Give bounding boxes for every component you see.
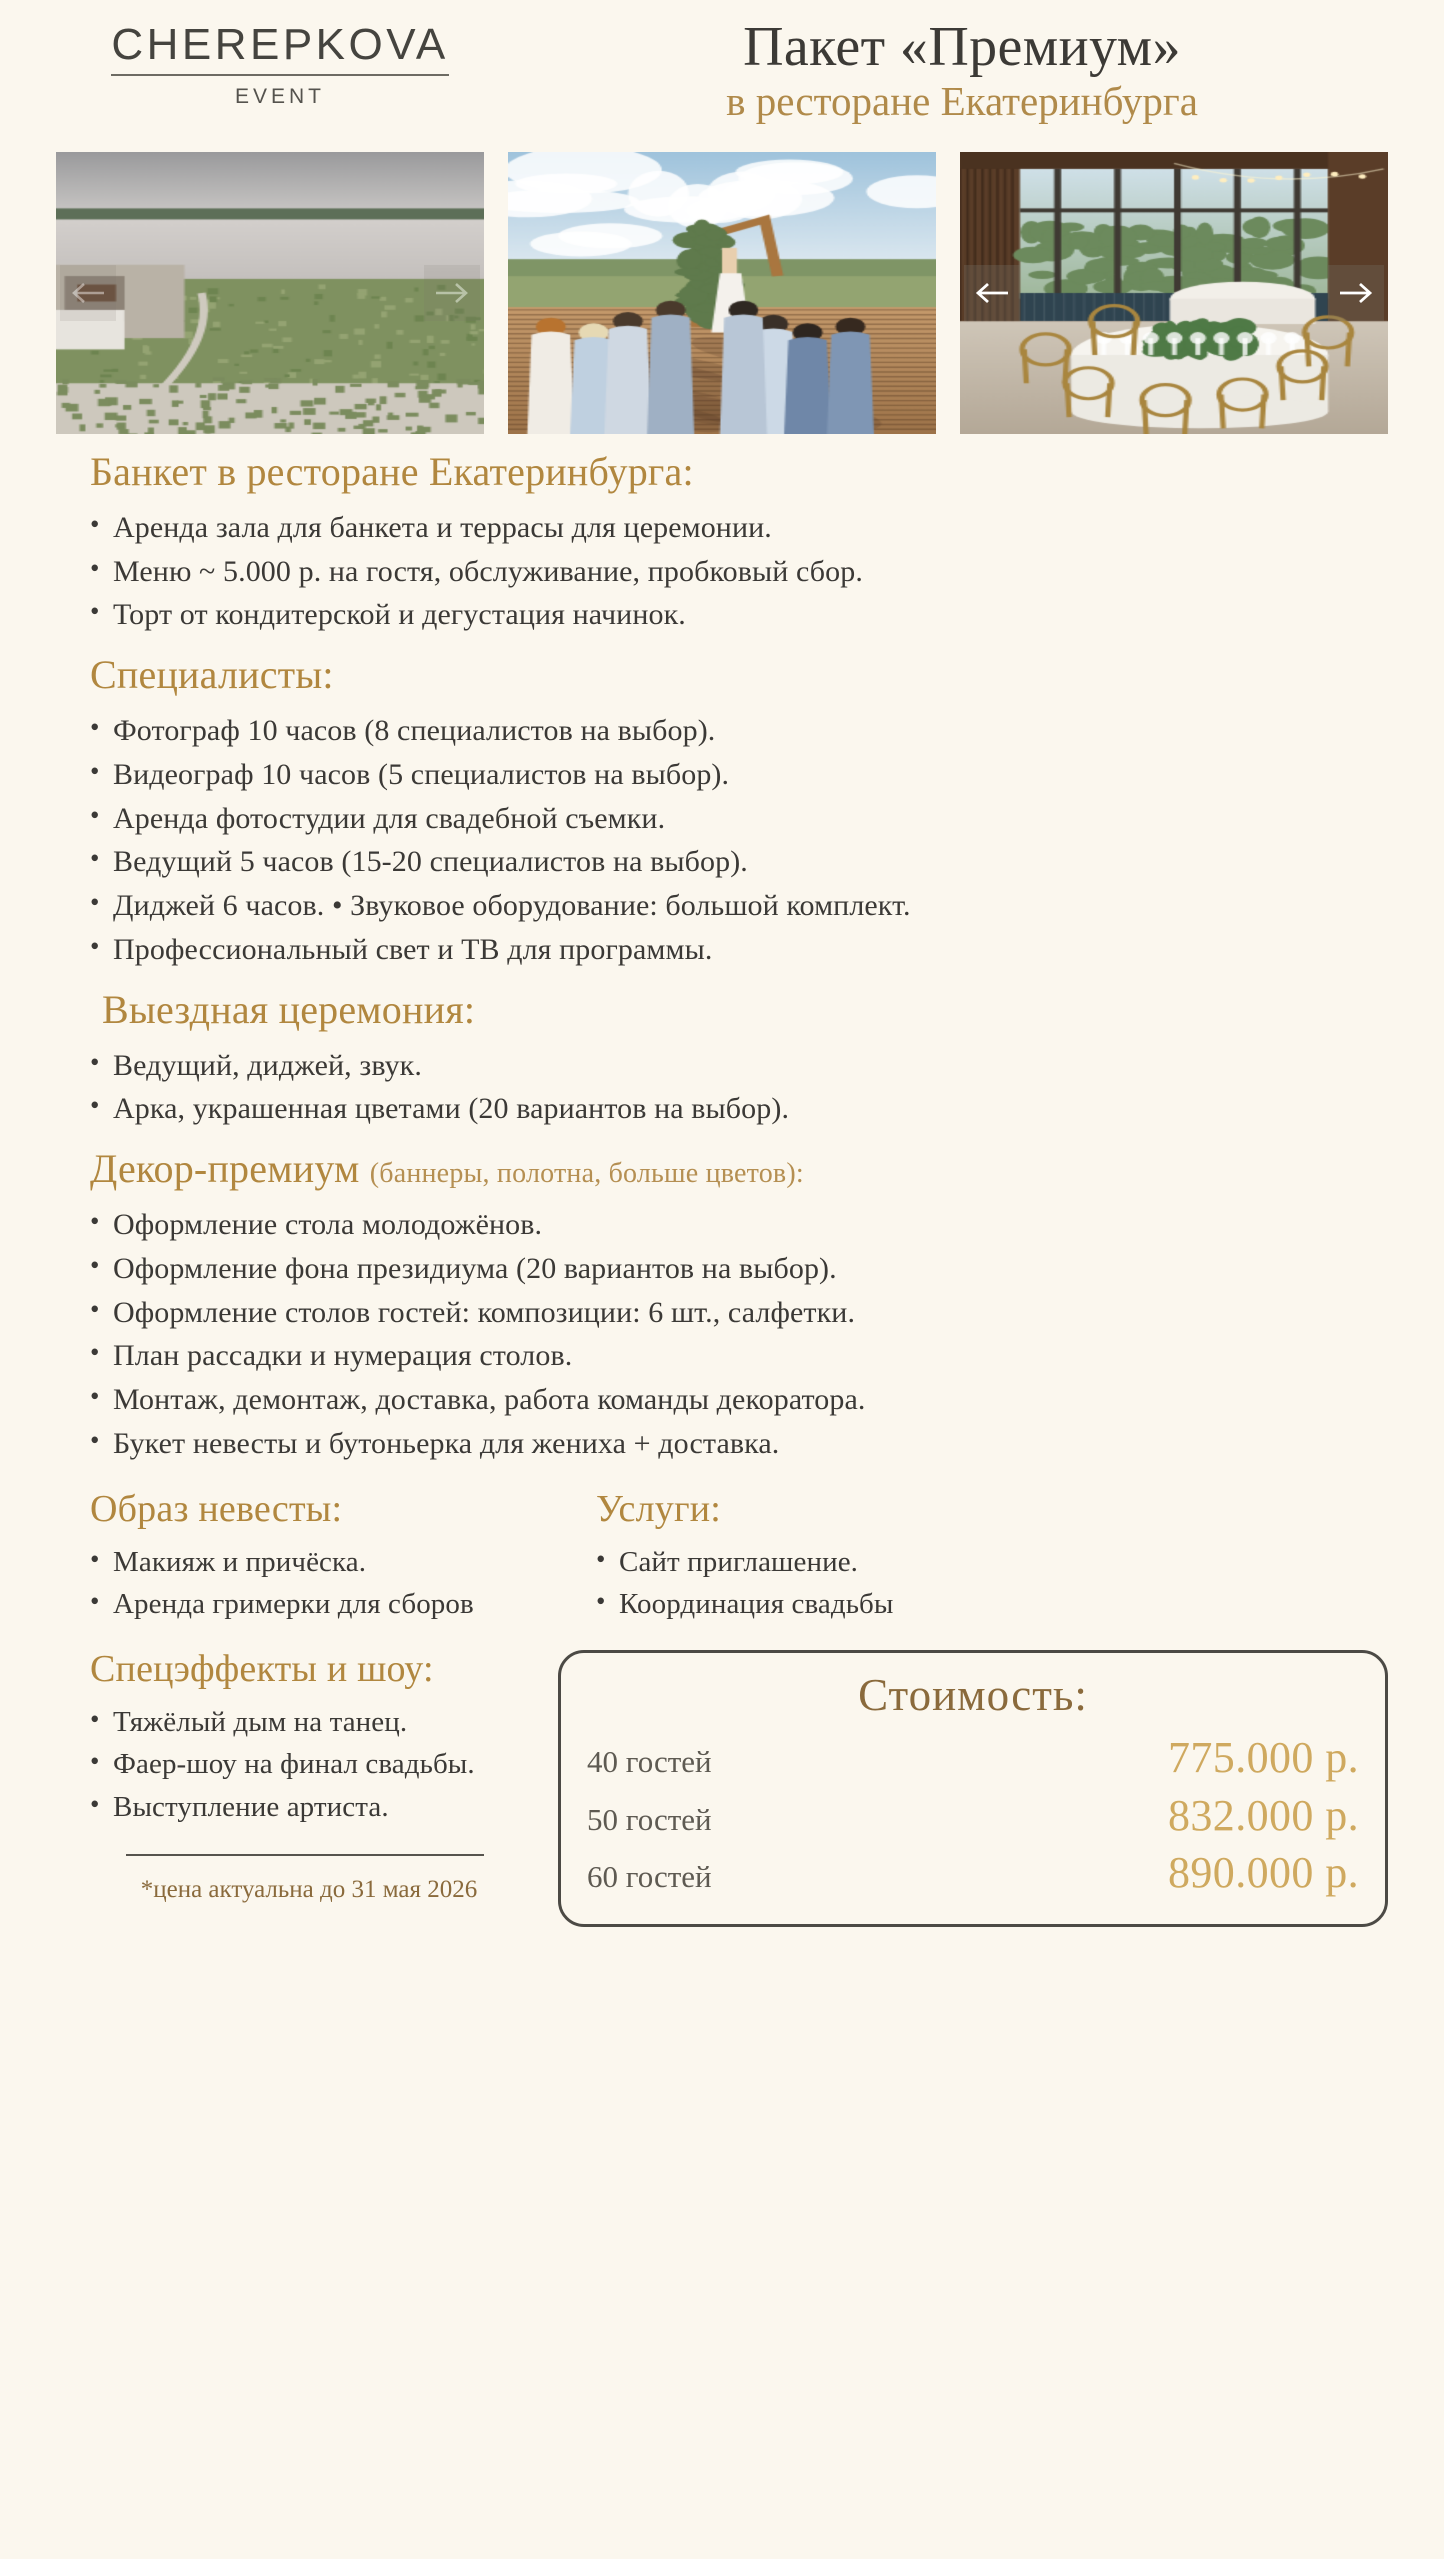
gallery-next-arrow-3[interactable]: [1328, 265, 1384, 321]
section-list-decor: [56, 1203, 1388, 1466]
section-heading-services: Услуги:: [596, 1487, 722, 1530]
section-list-ceremony: [56, 1044, 1388, 1132]
gallery-prev-arrow-3[interactable]: [964, 265, 1020, 321]
list-item: • Ведущий, диджей, звук.: [90, 1044, 1388, 1088]
gallery-image-1[interactable]: [56, 152, 484, 434]
list-item: • Монтаж, демонтаж, доставка, работа команды декоратора.: [90, 1378, 1388, 1422]
list-item: • Торт от кондитерской и дегустация начинок.: [90, 593, 1388, 637]
list-item: • Видеограф 10 часов (5 специалистов на выбор).: [90, 753, 1388, 797]
gallery-image-3[interactable]: [960, 152, 1388, 434]
price-amount: 832.000 р.: [1168, 1790, 1359, 1840]
section-heading-special-effects: Спецэффекты и шоу:: [90, 1647, 434, 1690]
brand-subtitle: EVENT: [234, 85, 325, 109]
list-item: • План рассадки и нумерация столов.: [90, 1334, 1388, 1378]
column-pricing: [532, 1646, 1388, 1927]
guest-count: 50 гостей: [587, 1801, 712, 1837]
list-item: • Сайт приглашение.: [596, 1541, 1388, 1583]
section-heading-decor: [56, 1145, 1388, 1194]
list-item: • Оформление столов гостей: композиции: 6 шт., салфетки.: [90, 1291, 1388, 1335]
list-item: • Макияж и причёска.: [90, 1541, 532, 1583]
gallery-image-2[interactable]: [508, 152, 936, 434]
pricing-table: [587, 1729, 1359, 1902]
section-heading-ceremony: Выездная церемония:: [102, 986, 476, 1032]
section-list-specialists: [56, 709, 1388, 972]
list-item: • Букет невесты и бутоньерка для жениха + доставка.: [90, 1422, 1388, 1466]
guest-count: 60 гостей: [587, 1859, 712, 1895]
column-bride-look: [56, 1486, 532, 1626]
section-heading-banquet: Банкет в ресторане Екатеринбурга:: [90, 449, 694, 494]
section-heading-decor-note: (баннеры, полотна, больше цветов):: [369, 1158, 804, 1190]
page-title-block: [520, 18, 1444, 124]
list-item: • Оформление фона президиума (20 вариантов на выбор).: [90, 1247, 1388, 1291]
list-item: • Профессиональный свет и ТВ для программы.: [90, 928, 1388, 972]
brand-logo: [0, 22, 520, 109]
list-item: • Фотограф 10 часов (8 специалистов на выбор).: [90, 709, 1388, 753]
horizontal-divider: [126, 1854, 484, 1856]
price-amount: 890.000 р.: [1168, 1848, 1359, 1898]
bottom-section: [0, 1646, 1444, 1927]
table-row: [587, 1729, 1359, 1787]
column-services: [532, 1486, 1388, 1626]
pricing-box: [558, 1650, 1388, 1927]
list-item: • Аренда фотостудии для свадебной съемки.: [90, 797, 1388, 841]
list-item: • Арка, украшенная цветами (20 вариантов на выбор).: [90, 1087, 1388, 1131]
list-item: • Тяжёлый дым на танец.: [90, 1701, 532, 1743]
gallery-prev-arrow-1[interactable]: [60, 265, 116, 321]
price-validity-note: *цена актуальна до 31 мая 2026: [140, 1876, 478, 1904]
section-heading-decor-main: Декор-премиум: [90, 1146, 360, 1192]
list-item: • Аренда гримерки для сборов: [90, 1583, 532, 1625]
list-item: • Аренда зала для банкета и террасы для церемонии.: [90, 506, 1388, 550]
table-row: [587, 1787, 1359, 1845]
section-heading-specialists: Специалисты:: [90, 652, 334, 698]
package-contents: [0, 434, 1444, 1466]
guest-count: 40 гостей: [587, 1743, 712, 1779]
section-list-special-effects: [56, 1701, 532, 1828]
section-heading-bride-look: Образ невесты:: [90, 1487, 343, 1530]
list-item: • Координация свадьбы: [596, 1583, 1388, 1625]
list-item: • Диджей 6 часов. • Звуковое оборудование: большой комплект.: [90, 884, 1388, 928]
list-item: • Выступление артиста.: [90, 1786, 532, 1828]
gallery-photo-banquet-hall: [960, 152, 1388, 434]
gallery-photo-lakeside: [56, 152, 484, 434]
list-item: • Оформление стола молодожёнов.: [90, 1203, 1388, 1247]
column-special-effects: [56, 1646, 532, 1904]
section-list-banquet: [56, 506, 1388, 637]
page-subtitle: в ресторане Екатеринбурга: [726, 78, 1198, 125]
page-header: [0, 0, 1444, 152]
price-amount: 775.000 р.: [1168, 1732, 1359, 1782]
table-row: [587, 1844, 1359, 1902]
section-list-bride-look: [56, 1541, 532, 1626]
list-item: • Фаер-шоу на финал свадьбы.: [90, 1743, 532, 1785]
pricing-title: Стоимость:: [858, 1669, 1088, 1720]
page-title: Пакет «Премиум»: [743, 16, 1181, 78]
image-gallery: [0, 152, 1444, 434]
two-column-section: [0, 1486, 1444, 1626]
brand-name: CHEREPKOVA: [111, 22, 448, 76]
list-item: • Меню ~ 5.000 р. на гостя, обслуживание, пробковый сбор.: [90, 550, 1388, 594]
section-list-services: [562, 1541, 1388, 1626]
gallery-next-arrow-1[interactable]: [424, 265, 480, 321]
gallery-photo-ceremony: [508, 152, 936, 434]
list-item: • Ведущий 5 часов (15-20 специалистов на выбор).: [90, 840, 1388, 884]
